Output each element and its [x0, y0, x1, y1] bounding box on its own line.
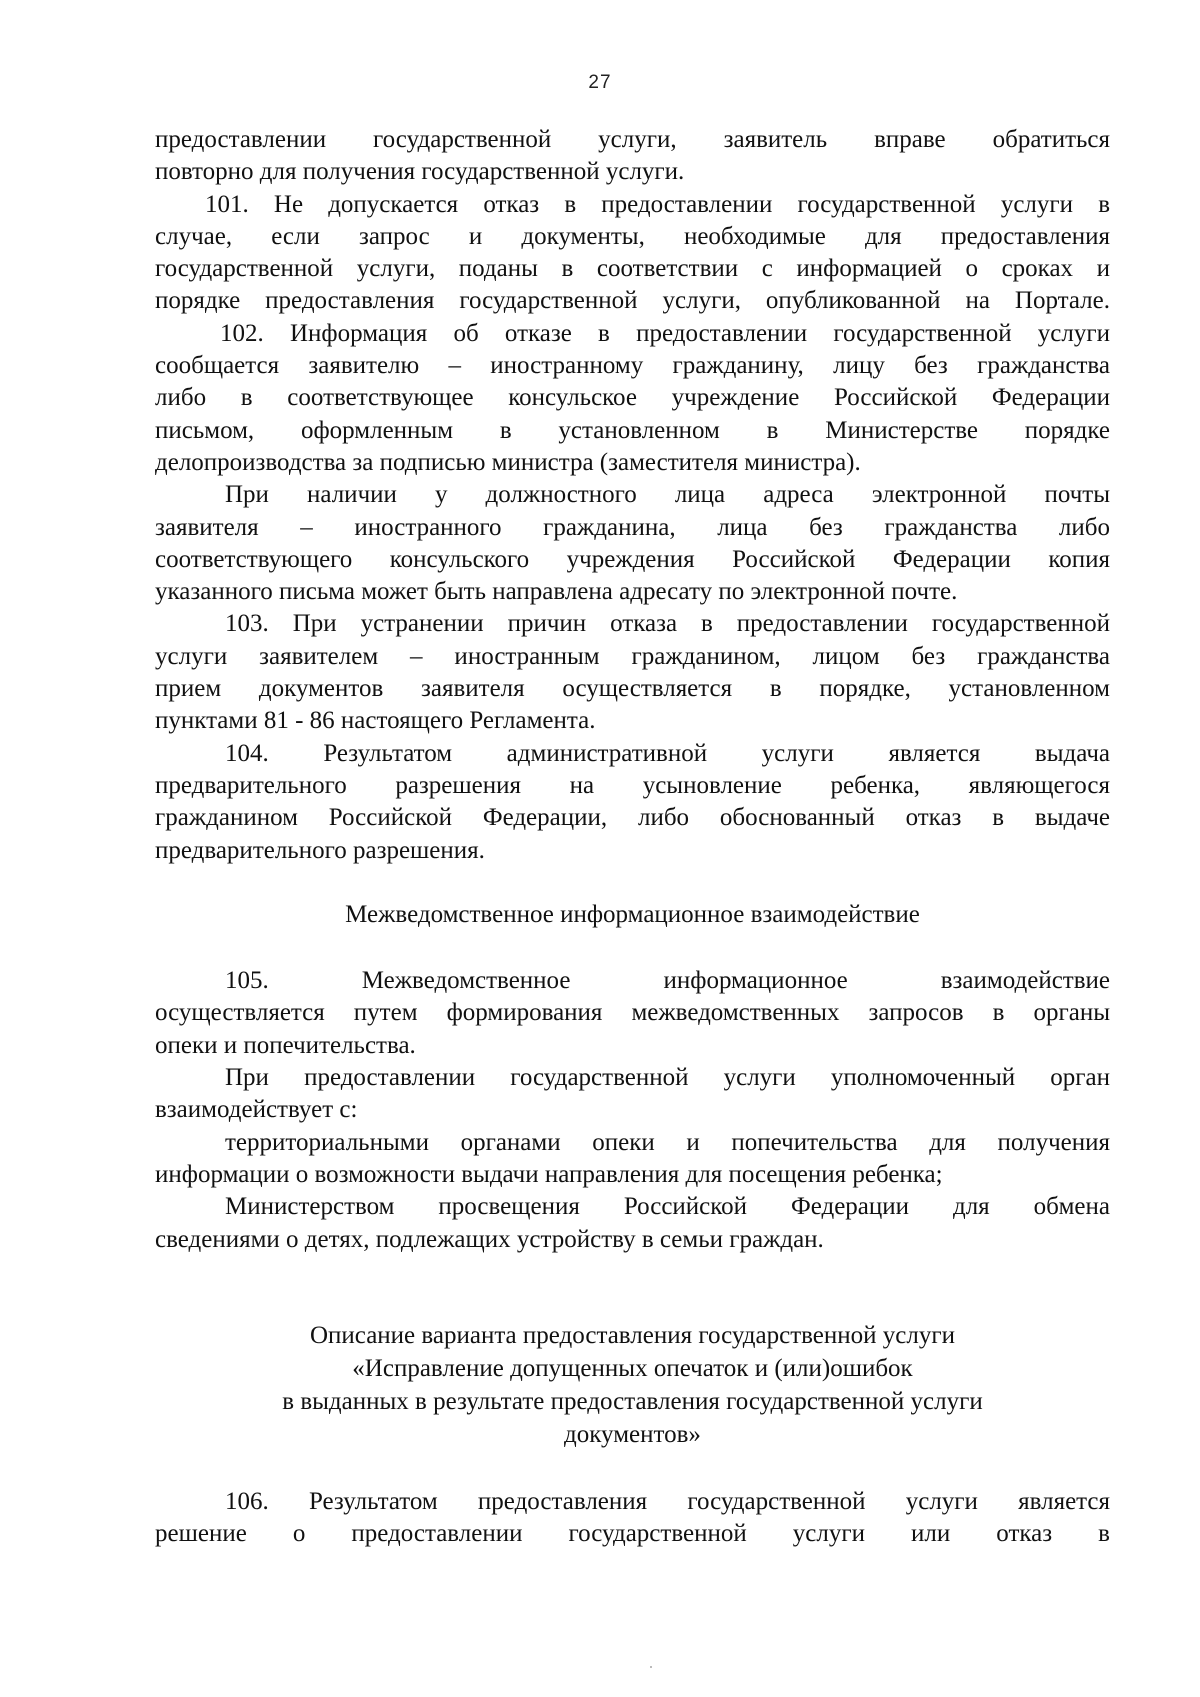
text-line: предоставлении государственной услуги, заявитель вправе обратиться: [155, 126, 1110, 153]
text-line: государственной услуги, поданы в соответствии с информацией о сроках и: [155, 255, 1110, 283]
text-line: предварительного разрешения.: [155, 836, 485, 864]
spacer: [155, 1452, 1110, 1486]
text-line: осуществляется путем формирования межведомственных запросов в органы: [155, 999, 1110, 1027]
list-item-territorial: территориальными органами опеки и попечительства для получения: [225, 1128, 1110, 1156]
paragraph-email-start: При наличии у должностного лица адреса электронной почты: [225, 481, 1110, 509]
text-line: указанного письма может быть направлена адресату по электронной почте.: [155, 578, 958, 606]
page-number: 27: [588, 72, 612, 93]
heading-line: документов»: [564, 1420, 701, 1448]
text-line: случае, если запрос и документы, необходимые для предоставления: [155, 222, 1110, 250]
text-line: письмом, оформленным в установленном в Министерстве порядке: [155, 416, 1110, 444]
paragraph-105-start: 105. Межведомственное информационное взаимодействие: [225, 967, 1110, 995]
text-line: опеки и попечительства.: [155, 1031, 416, 1059]
text-line: либо в соответствующее консульское учреждение Российской Федерации: [155, 384, 1110, 412]
text-line: гражданином Российской Федерации, либо обоснованный отказ в выдаче: [155, 804, 1110, 832]
spacer: [155, 867, 1110, 899]
heading-line: «Исправление допущенных опечаток и (или)ошибок: [352, 1354, 913, 1382]
text-line: взаимодействует с:: [155, 1096, 358, 1124]
text-line: предварительного разрешения на усыновление ребенка, являющегося: [155, 771, 1110, 799]
text-line: сведениями о детях, подлежащих устройству в семьи граждан.: [155, 1225, 824, 1253]
text-line: сообщается заявителю – иностранному гражданину, лицу без гражданства: [155, 352, 1110, 380]
text-line: повторно для получения государственной услуги.: [155, 158, 685, 186]
heading-line: Описание варианта предоставления государственной услуги: [309, 1321, 955, 1349]
text-line: заявителя – иностранного гражданина, лица без гражданства либо: [155, 513, 1110, 541]
paragraph-103-start: 103. При устранении причин отказа в предоставлении государственной: [225, 610, 1110, 638]
spacer: [155, 1256, 1110, 1320]
scan-speck: [650, 1666, 652, 1668]
section-heading-interagency: Межведомственное информационное взаимодействие: [345, 900, 920, 928]
text-line: информации о возможности выдачи направления для посещения ребенка;: [155, 1160, 943, 1188]
text-line: делопроизводства за подписью министра (заместителя министра).: [155, 448, 861, 476]
heading-line: в выданных в результате предоставления государственной услуги: [282, 1387, 983, 1415]
section-heading-variant: [155, 1320, 1110, 1452]
document-body: [155, 124, 1110, 1550]
spacer: [155, 931, 1110, 965]
paragraph-102-start: 102. Информация об отказе в предоставлении государственной услуги: [220, 319, 1110, 347]
paragraph-interaction-start: При предоставлении государственной услуги уполномоченный орган: [225, 1064, 1110, 1092]
text-line: порядке предоставления государственной услуги, опубликованной на Портале.: [155, 287, 1110, 315]
text-line: прием документов заявителя осуществляется в порядке, установленном: [155, 675, 1110, 703]
paragraph-101-start: 101. Не допускается отказ в предоставлении государственной услуги в: [205, 190, 1110, 218]
paragraph-106-start: 106. Результатом предоставления государственной услуги является: [225, 1487, 1110, 1515]
text-line: решение о предоставлении государственной услуги или отказ в: [155, 1520, 1110, 1548]
paragraph-104-start: 104. Результатом административной услуги является выдача: [225, 739, 1110, 767]
text-line: соответствующего консульского учреждения Российской Федерации копия: [155, 545, 1110, 573]
list-item-ministry: Министерством просвещения Российской Федерации для обмена: [225, 1193, 1110, 1221]
text-line: пунктами 81 - 86 настоящего Регламента.: [155, 707, 596, 735]
text-line: услуги заявителем – иностранным гражданином, лицом без гражданства: [155, 642, 1110, 670]
